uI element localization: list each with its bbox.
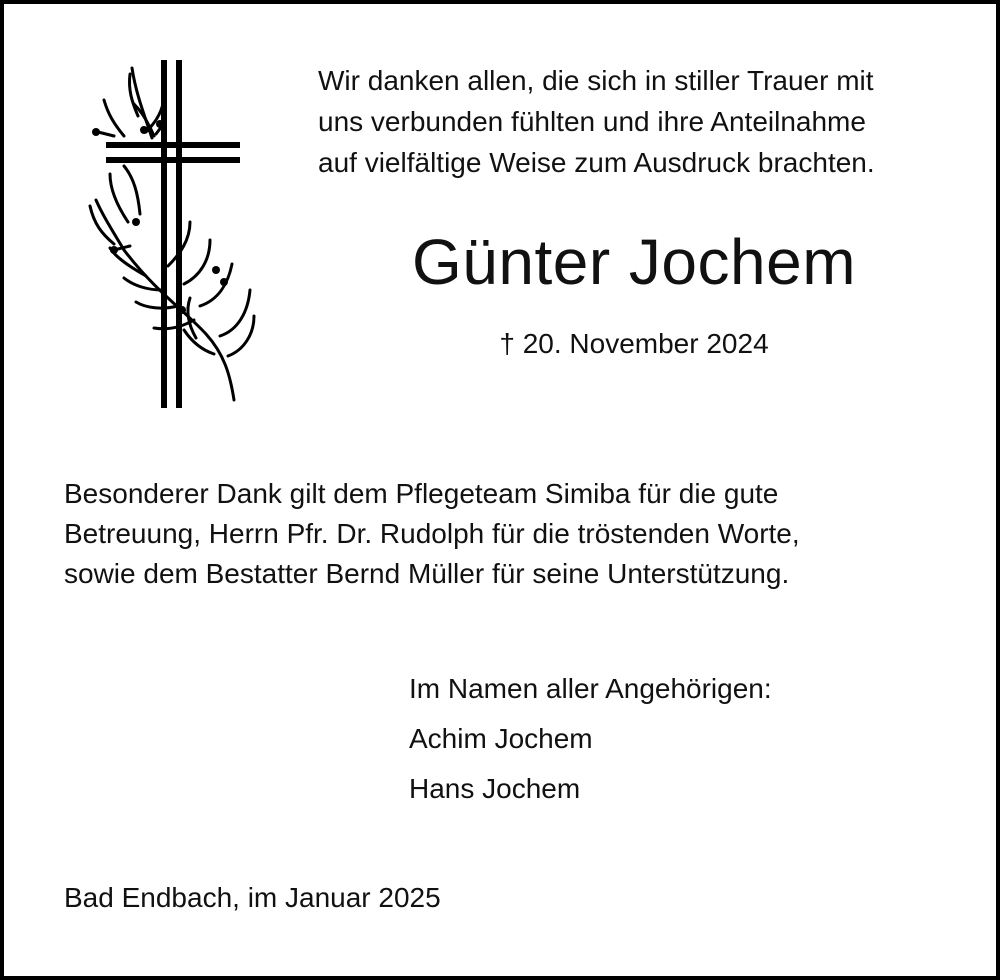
- signatories: [409, 664, 969, 814]
- thanks-line: Wir danken allen, die sich in stiller Trauer mit: [318, 65, 874, 96]
- deceased-name: Günter Jochem: [411, 226, 857, 298]
- special-thanks: [64, 474, 964, 594]
- thanks-line: auf vielfältige Weise zum Ausdruck brachten.: [318, 147, 875, 178]
- cross-with-olive-branch-icon: [84, 54, 264, 414]
- signatory-name: Hans Jochem: [409, 773, 581, 804]
- thanks-line: uns verbunden fühlten und ihre Anteilnahme: [318, 106, 866, 137]
- special-thanks-line: Betreuung, Herrn Pfr. Dr. Rudolph für die tröstenden Worte,: [64, 518, 800, 549]
- thanks-message: [318, 60, 952, 183]
- special-thanks-line: Besonderer Dank gilt dem Pflegeteam Simiba für die gute: [64, 478, 779, 509]
- signatory-name: Achim Jochem: [409, 723, 593, 754]
- place-and-date: Bad Endbach, im Januar 2025: [64, 882, 441, 913]
- death-date: † 20. November 2024: [499, 328, 769, 359]
- signatories-intro: Im Namen aller Angehörigen:: [409, 673, 772, 704]
- special-thanks-line: sowie dem Bestatter Bernd Müller für seine Unterstützung.: [64, 558, 790, 589]
